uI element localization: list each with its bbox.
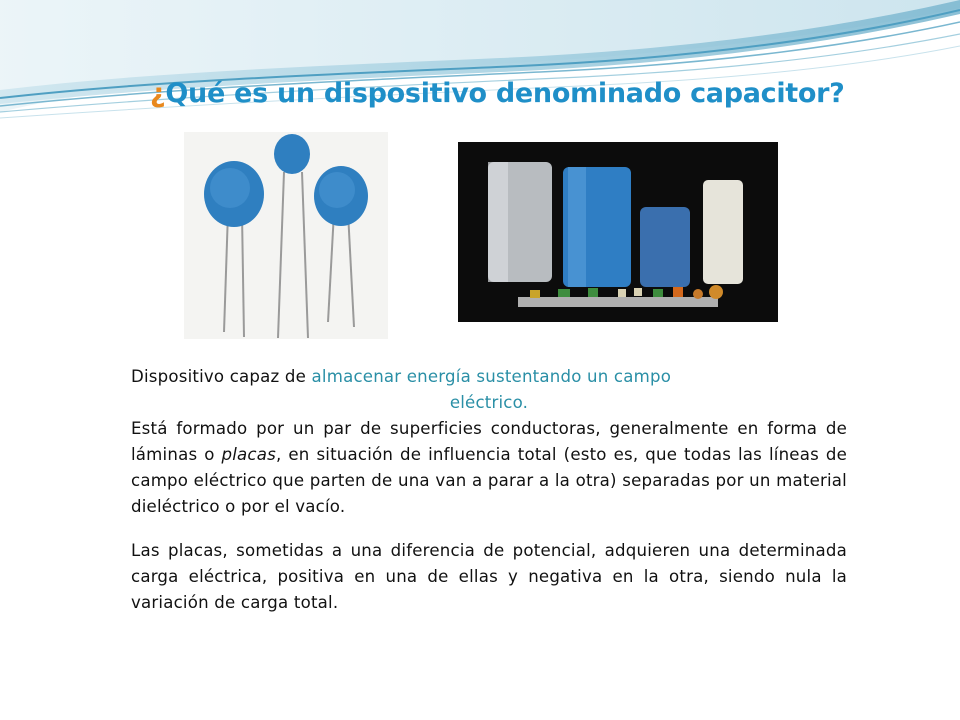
ceramic-capacitors-photo: [184, 132, 388, 339]
header-wave-decoration: [0, 0, 960, 150]
title-question-mark: ¿: [150, 78, 166, 109]
paragraph-spacer: [131, 520, 847, 538]
title-text: Qué es un dispositivo denominado capacitor?: [165, 78, 845, 109]
definition-highlight-end: eléctrico.: [449, 393, 529, 412]
definition-paragraph: [131, 364, 847, 416]
charge-paragraph: Las placas, sometidas a una diferencia de potencial, adquieren una determinada carga eléctrica, positiva en una de ellas y negativa en la otra, siendo nula la variación de carga total.: [131, 541, 847, 612]
structure-paragraph: [131, 416, 847, 520]
structure-text-b: , en situación de influencia total (esto es, que todas las líneas de campo eléctrico que parten de una van a parar a la otra) separadas por un material dieléctrico o por el vacío.: [131, 445, 847, 516]
definition-highlight: almacenar energía sustentando un campo: [311, 367, 672, 386]
page-title: [150, 78, 845, 109]
structure-emphasis: placas: [221, 445, 276, 464]
definition-lead: Dispositivo capaz de: [131, 367, 312, 386]
electrolytic-capacitors-photo: [458, 142, 778, 322]
structure-text-a: Está formado por un par de superficies conductoras, generalmente en forma de láminas o: [131, 419, 847, 464]
body-text: [131, 364, 847, 616]
